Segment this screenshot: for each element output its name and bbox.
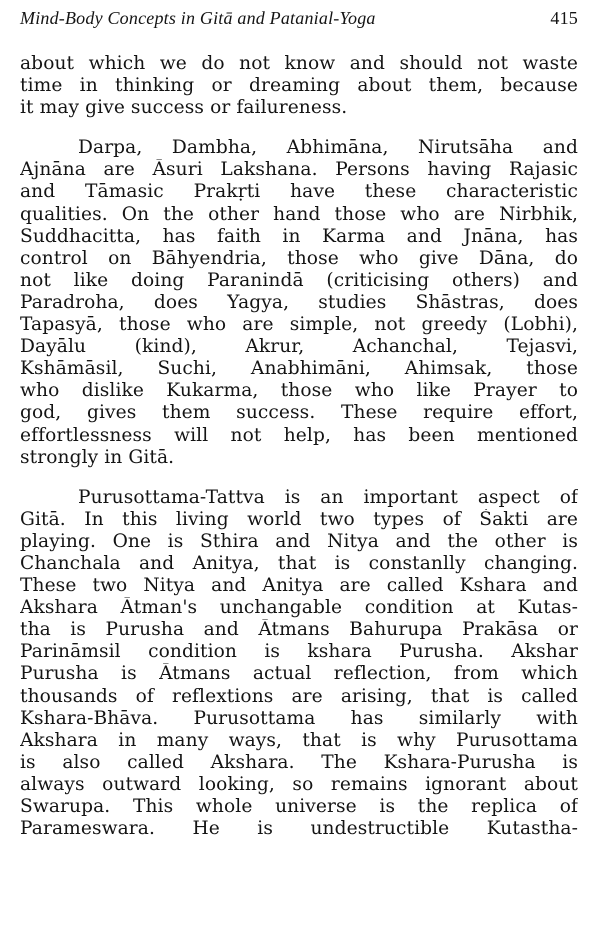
paragraph (20, 487, 578, 841)
text-line: effortlessness will not help, has been mentioned (20, 424, 578, 446)
text-line: Kshara-Bhāva. Purusottama has similarly with (20, 707, 578, 729)
text-line: Parināmsil condition is kshara Purusha. Akshar (20, 641, 578, 663)
text-line: always outward looking, so remains ignorant about (20, 773, 578, 795)
text-line: These two Nitya and Anitya are called Kshara and (20, 575, 578, 597)
text-line: Ajnāna are Āsuri Lakshana. Persons having Rajasic (20, 159, 578, 181)
text-line: time in thinking or dreaming about them, because (20, 75, 578, 97)
text-line: tha is Purusha and Ātmans Bahurupa Prakāsa or (20, 619, 578, 641)
text-line: thousands of reflextions are arising, that is called (20, 685, 578, 707)
text-line: strongly in Gitā. (20, 446, 175, 468)
text-line: is also called Akshara. The Kshara-Purusha is (20, 751, 578, 773)
text-line: qualities. On the other hand those who are Nirbhik, (20, 203, 578, 225)
text-line: Akshara in many ways, that is why Purusottama (20, 729, 578, 751)
text-line: not like doing Paranindā (criticising others) and (20, 269, 578, 291)
paragraph (20, 53, 578, 119)
text-line: about which we do not know and should not waste (20, 53, 578, 74)
text-line: control on Bāhyendria, those who give Dāna, do (20, 247, 578, 269)
page-number: 415 (550, 8, 578, 28)
text-line: it may give success or failureness. (20, 97, 348, 119)
text-line: Purusottama-Tattva is an important aspect of (78, 486, 578, 508)
text-line: Akshara Ātman's unchangable condition at Kutas- (20, 597, 578, 619)
text-line: who dislike Kukarma, those who like Prayer to (20, 380, 578, 402)
body-text (20, 53, 578, 840)
text-line: Gitā. In this living world two types of Śakti are (20, 508, 578, 530)
text-line: Swarupa. This whole universe is the replica of (20, 796, 578, 817)
text-line: Paradroha, does Yagya, studies Shāstras, does (20, 291, 578, 313)
text-line: god, gives them success. These require effort, (20, 402, 578, 424)
text-line: Suddhacitta, has faith in Karma and Jnāna, has (20, 225, 578, 247)
page-header (20, 8, 578, 32)
text-line: Kshāmāsil, Suchi, Anabhimāni, Ahimsak, those (20, 358, 578, 380)
text-line: Chanchala and Anitya, that is constanlly changing. (20, 552, 578, 574)
text-line: and Tāmasic Prakṛti have these characteristic (20, 181, 578, 203)
text-line: playing. One is Sthira and Nitya and the other is (20, 530, 578, 552)
text-line: Dayālu (kind), Akrur, Achanchal, Tejasvi, (20, 336, 578, 358)
running-title: Mind-Body Concepts in Gitā and Patanial-Yoga (20, 8, 376, 28)
text-line: Tapasyā, those who are simple, not greedy (Lobhi), (20, 314, 578, 336)
text-line: Purusha is Ātmans actual reflection, from which (20, 663, 578, 685)
paragraph (20, 137, 578, 468)
text-line: Parameswara. He is undestructible Kutastha- (20, 818, 578, 840)
text-line: Darpa, Dambha, Abhimāna, Nirutsāha and (78, 137, 578, 159)
